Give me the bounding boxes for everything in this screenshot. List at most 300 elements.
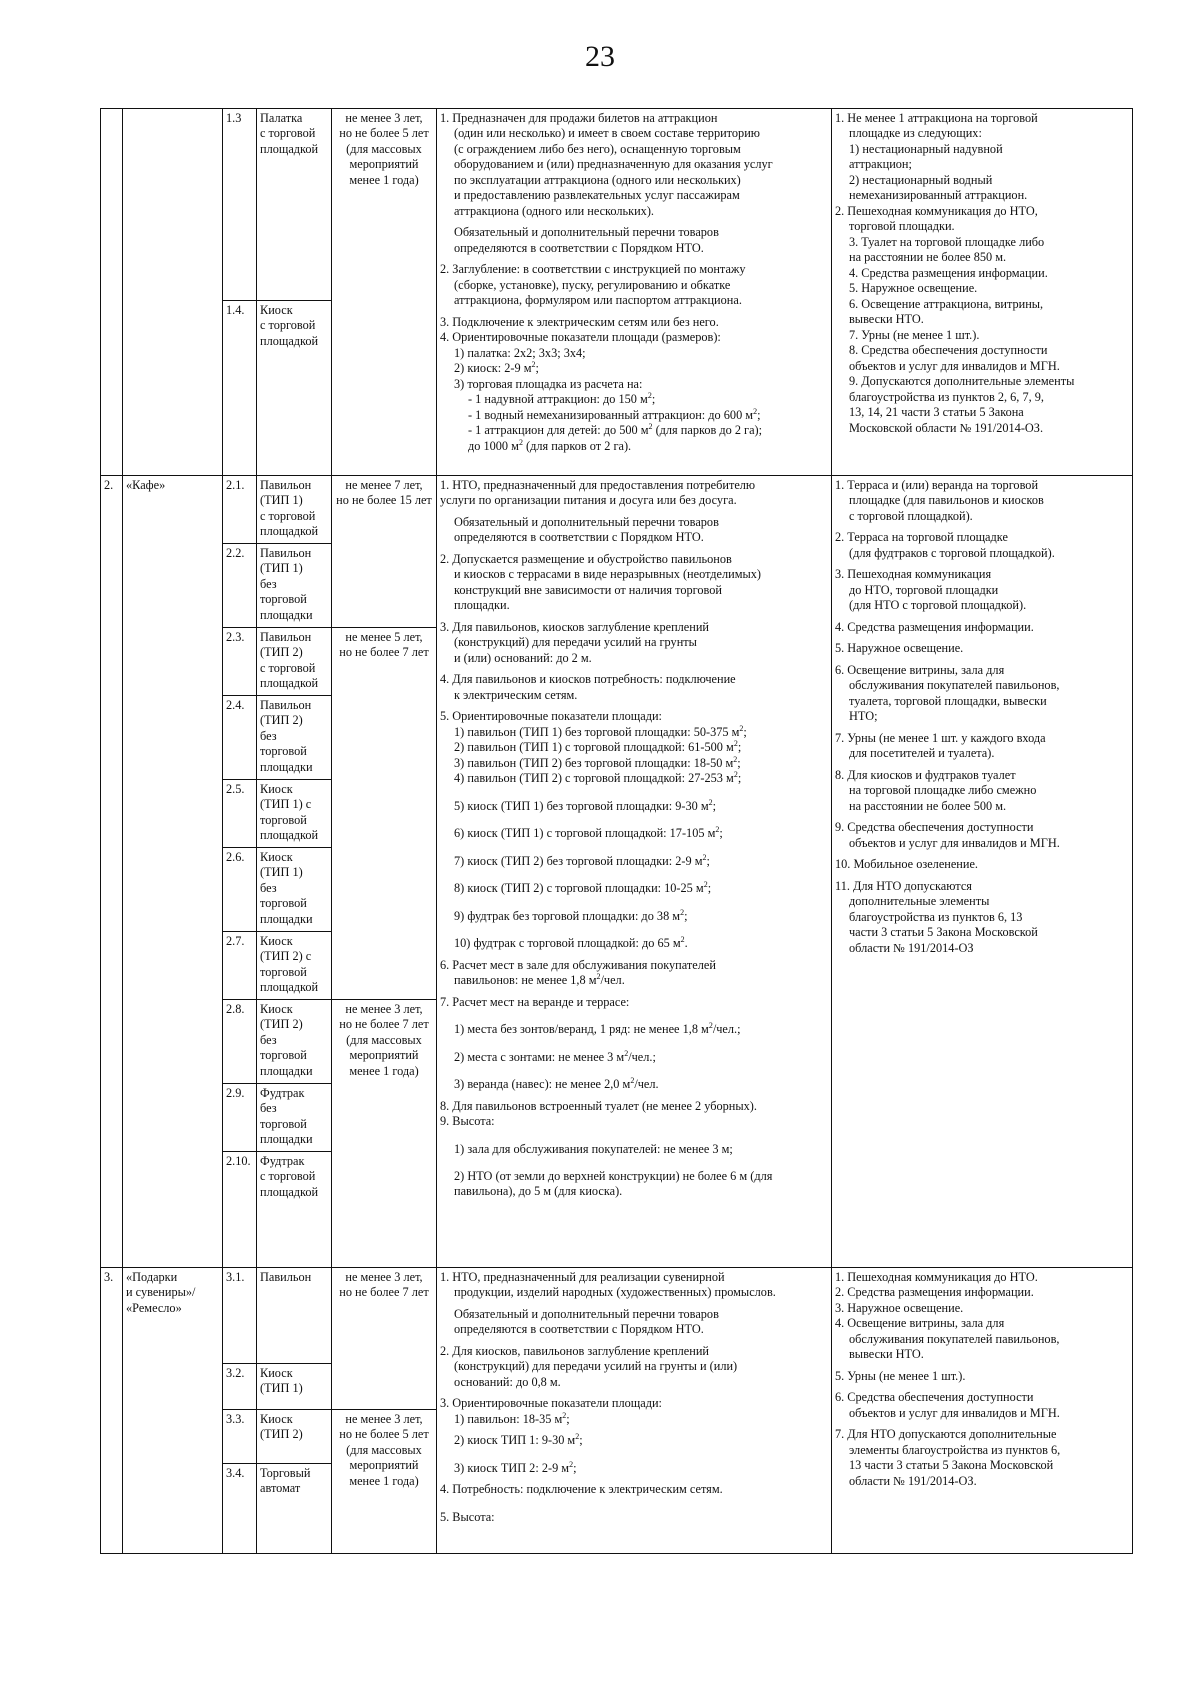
text-line: 1. НТО, предназначенный для предоставления потребителю bbox=[440, 478, 756, 492]
text-line: Обязательный и дополнительный перечни товаров bbox=[454, 225, 719, 240]
req-group bbox=[440, 478, 828, 509]
elem-group bbox=[835, 641, 1129, 656]
text-line: (конструкций) для передачи усилий на грунты bbox=[454, 635, 697, 650]
text-line: 13 части 3 статьи 5 Закона Московской bbox=[849, 1458, 1054, 1473]
text-line: вывески НТО. bbox=[849, 312, 924, 327]
text-line: 8. Средства обеспечения доступности bbox=[849, 343, 1048, 358]
text-line: торговой bbox=[260, 592, 307, 607]
elem-group bbox=[835, 1301, 1129, 1316]
text-line: 5. Урны (не менее 1 шт.). bbox=[835, 1368, 966, 1383]
req-group bbox=[440, 620, 828, 666]
text-line: 1. Пешеходная коммуникация до НТО. bbox=[835, 1270, 1038, 1284]
text-line: 2. Для киосков, павильонов заглубление креплений bbox=[440, 1343, 709, 1358]
text-line: 6. Расчет мест в зале для обслуживания покупателей bbox=[440, 957, 716, 972]
text-line: оснований: до 0,8 м. bbox=[454, 1374, 561, 1389]
text-line: НТО; bbox=[849, 709, 878, 724]
req-group bbox=[440, 958, 828, 989]
text-line: 3) киоск ТИП 2: 2-9 $м^2$; bbox=[454, 1459, 577, 1475]
elements-cell bbox=[832, 109, 1133, 476]
text-line: 2) места с зонтами: не менее 3 $м^2$/чел.; bbox=[454, 1048, 656, 1064]
text-line: не менее 3 лет, bbox=[345, 1002, 423, 1016]
req-group bbox=[440, 1396, 828, 1411]
subtype-name bbox=[257, 780, 332, 848]
subtype-name bbox=[257, 628, 332, 696]
text-line: площадкой bbox=[260, 828, 319, 843]
text-line: Киоск bbox=[260, 303, 293, 317]
elements-cell bbox=[832, 1268, 1133, 1554]
text-line: 6. Освещение аттракциона, витрины, bbox=[849, 296, 1044, 311]
subtype-name bbox=[257, 1084, 332, 1152]
text-line: определяются в соответствии с Порядком НТО. bbox=[454, 1322, 704, 1337]
text-line: 1. НТО, предназначенный для реализации сувенирной bbox=[440, 1270, 725, 1284]
text-line: аттракциона (одного или нескольких). bbox=[454, 203, 655, 218]
text-line: 1) палатка: 2х2; 3х3; 3х4; bbox=[454, 345, 586, 360]
elem-group bbox=[835, 1270, 1129, 1285]
elem-group bbox=[835, 879, 1129, 956]
req-group bbox=[440, 881, 828, 896]
text-line: (один или несколько) и имеет в своем составе территорию bbox=[454, 126, 760, 141]
text-line: торговой bbox=[260, 812, 307, 827]
term-cell bbox=[332, 628, 437, 1000]
elem-group bbox=[835, 530, 1129, 561]
text-line: площадки bbox=[260, 759, 313, 774]
text-line: 2) НТО (от земли до верхней конструкции) не более 6 м (для bbox=[454, 1168, 773, 1183]
text-line: 11. Для НТО допускаются bbox=[835, 878, 972, 893]
req-group bbox=[440, 1344, 828, 1390]
text-line: площадки bbox=[260, 911, 313, 926]
text-line: 2. Средства размещения информации. bbox=[835, 1285, 1034, 1300]
text-line: площадкой bbox=[260, 980, 319, 995]
elem-group bbox=[835, 1316, 1129, 1362]
text-line: Павильон bbox=[260, 630, 312, 644]
text-line: аттракцион; bbox=[849, 157, 912, 172]
text-line: (ТИП 1) bbox=[260, 493, 303, 508]
text-line: благоустройства из пунктов 6, 13 bbox=[849, 909, 1023, 924]
text-line: 4) павильон (ТИП 2) с торговой площадкой: 27-253 $м^2$; bbox=[454, 770, 742, 786]
text-line: 2) павильон (ТИП 1) с торговой площадкой: 61-500 $м^2$; bbox=[454, 739, 742, 755]
text-line: Фудтрак bbox=[260, 1086, 305, 1100]
text-line: (конструкций) для передачи усилий на грунты и (или) bbox=[454, 1359, 738, 1374]
text-line: павильонов: не менее 1,8 $м^2$/чел. bbox=[454, 972, 625, 988]
subtype-name bbox=[257, 476, 332, 544]
cell-no bbox=[101, 109, 123, 476]
text-line: площадки. bbox=[454, 598, 510, 613]
req-group bbox=[440, 262, 828, 308]
req-group bbox=[440, 111, 828, 219]
text-line: автомат bbox=[260, 1481, 301, 1496]
req-group bbox=[440, 1169, 828, 1200]
text-line: (ТИП 1) bbox=[260, 1381, 303, 1396]
text-line: торговой bbox=[260, 1048, 307, 1063]
req-group bbox=[440, 1077, 828, 1092]
text-line: - 1 водный немеханизированный аттракцион: до 600 $м^2$; bbox=[468, 406, 761, 422]
text-line: 1. Предназначен для продажи билетов на аттракцион bbox=[440, 111, 718, 125]
subtype-code: 2.2. bbox=[223, 544, 257, 628]
text-line: аттракциона, формуляром или паспортом аттракциона. bbox=[454, 293, 742, 308]
text-line: на расстоянии не более 850 м. bbox=[849, 250, 1007, 265]
text-line: мероприятий bbox=[349, 157, 419, 172]
elem-group bbox=[835, 204, 1129, 436]
text-line: 9. Средства обеспечения доступности bbox=[835, 820, 1034, 835]
text-line: (для НТО с торговой площадкой). bbox=[849, 598, 1027, 613]
text-line: и (или) оснований: до 2 м. bbox=[454, 650, 592, 665]
text-line: (с ограждением либо без него), оснащенную торговым bbox=[454, 141, 741, 156]
text-line: и предоставлению развлекательных услуг пассажирам bbox=[454, 188, 740, 203]
subtype-code: 1.3 bbox=[223, 109, 257, 301]
text-line: 3. Подключение к электрическим сетям или без него. bbox=[440, 314, 719, 329]
elem-group bbox=[835, 820, 1129, 851]
text-line: без bbox=[260, 1032, 277, 1047]
cell-type bbox=[123, 109, 223, 476]
text-line: по эксплуатации аттракциона (одного или нескольких) bbox=[454, 172, 741, 187]
term-cell bbox=[332, 1268, 437, 1410]
text-line: 3) павильон (ТИП 2) без торговой площадки: 18-50 $м^2$; bbox=[454, 754, 741, 770]
text-line: для посетителей и туалета). bbox=[849, 746, 995, 761]
text-line: но не более 5 лет bbox=[339, 1427, 429, 1442]
text-line: обслуживания покупателей павильонов, bbox=[849, 1331, 1060, 1346]
text-line: 8. Для павильонов встроенный туалет (не менее 2 уборных). bbox=[440, 1098, 757, 1113]
text-line: без bbox=[260, 576, 277, 591]
text-line: 2. Допускается размещение и обустройство павильонов bbox=[440, 551, 732, 566]
text-line: (для массовых bbox=[346, 1032, 422, 1047]
text-line: менее 1 года) bbox=[349, 1063, 419, 1078]
req-group bbox=[440, 515, 828, 546]
text-line: 1) павильон (ТИП 1) без торговой площадки: 50-375 $м^2$; bbox=[454, 723, 747, 739]
text-line: 5. Высота: bbox=[440, 1509, 495, 1524]
req-group bbox=[440, 1050, 828, 1065]
text-line: 1. Терраса и (или) веранда на торговой bbox=[835, 478, 1039, 492]
text-line: обслуживания покупателей павильонов, bbox=[849, 678, 1060, 693]
text-line: на расстоянии не более 500 м. bbox=[849, 798, 1007, 813]
text-line: объектов и услуг для инвалидов и МГН. bbox=[849, 835, 1060, 850]
text-line: площадки bbox=[260, 607, 313, 622]
subtype-code: 3.4. bbox=[223, 1464, 257, 1554]
text-line: 5. Наружное освещение. bbox=[835, 641, 964, 656]
subtype-name bbox=[257, 848, 332, 932]
subtype-name bbox=[257, 301, 332, 476]
text-line: площадкой bbox=[260, 333, 319, 348]
text-line: но не более 7 лет bbox=[339, 1285, 429, 1300]
text-line: 7. Расчет мест на веранде и террасе: bbox=[440, 994, 630, 1009]
table-row bbox=[101, 476, 1133, 544]
text-line: Палатка bbox=[260, 111, 303, 125]
text-line: 4. Для павильонов и киосков потребность: подключение bbox=[440, 672, 736, 687]
subtype-name bbox=[257, 1152, 332, 1268]
subtype-name bbox=[257, 932, 332, 1000]
text-line: с торговой bbox=[260, 126, 316, 141]
elem-group bbox=[835, 731, 1129, 762]
subtype-code: 3.3. bbox=[223, 1410, 257, 1464]
text-line: не менее 3 лет, bbox=[345, 111, 423, 125]
text-line: павильона), до 5 м (для киоска). bbox=[454, 1184, 623, 1199]
subtype-code: 2.5. bbox=[223, 780, 257, 848]
text-line: Киоск bbox=[260, 1002, 293, 1016]
text-line: 7) киоск (ТИП 2) без торговой площадки: 2-9 $м^2$; bbox=[454, 852, 710, 868]
req-group bbox=[440, 1022, 828, 1037]
text-line: (для фудтраков с торговой площадкой). bbox=[849, 545, 1055, 560]
req-group bbox=[440, 725, 828, 787]
elem-group bbox=[835, 111, 1129, 204]
elements-cell bbox=[832, 476, 1133, 1268]
text-line: 1) нестационарный надувной bbox=[849, 141, 1003, 156]
text-line: Фудтрак bbox=[260, 1154, 305, 1168]
req-group bbox=[440, 936, 828, 951]
text-line: 9. Допускаются дополнительные элементы bbox=[849, 374, 1075, 389]
text-line: «Ремесло» bbox=[126, 1300, 182, 1315]
text-line: 5. Наружное освещение. bbox=[849, 281, 978, 296]
text-line: (ТИП 2) bbox=[260, 713, 303, 728]
subtype-code: 2.4. bbox=[223, 696, 257, 780]
text-line: туалета, торговой площадки, вывески bbox=[849, 693, 1047, 708]
subtype-code: 2.8. bbox=[223, 1000, 257, 1084]
text-line: площадки bbox=[260, 1132, 313, 1147]
text-line: 6. Освещение витрины, зала для bbox=[835, 662, 1005, 677]
text-line: (для массовых bbox=[346, 1442, 422, 1457]
object-type bbox=[123, 1268, 223, 1554]
subtype-code: 2.6. bbox=[223, 848, 257, 932]
text-line: но не более 5 лет bbox=[339, 126, 429, 141]
text-line: площадкой bbox=[260, 524, 319, 539]
text-line: определяются в соответствии с Порядком НТО. bbox=[454, 530, 704, 545]
req-group bbox=[440, 439, 828, 454]
text-line: торговой bbox=[260, 896, 307, 911]
subtype-name bbox=[257, 1268, 332, 1364]
elem-group bbox=[835, 620, 1129, 635]
req-group bbox=[440, 1412, 828, 1427]
text-line: - 1 аттракцион для детей: до 500 $м^2$ (для парков до 2 га); bbox=[468, 422, 763, 438]
text-line: 3. Для павильонов, киосков заглубление креплений bbox=[440, 619, 709, 634]
text-line: 8) киоск (ТИП 2) с торговой площадки: 10-25 $м^2$; bbox=[454, 880, 712, 896]
text-line: 3. Ориентировочные показатели площади: bbox=[440, 1396, 662, 1411]
elem-group bbox=[835, 478, 1129, 524]
text-line: торговой bbox=[260, 964, 307, 979]
text-line: Киоск bbox=[260, 850, 293, 864]
text-line: площадке (для павильонов и киосков bbox=[849, 493, 1044, 508]
text-line: но не более 7 лет bbox=[339, 1017, 429, 1032]
text-line: (ТИП 1) с bbox=[260, 797, 312, 812]
req-group bbox=[440, 1099, 828, 1130]
subtype-code: 2.9. bbox=[223, 1084, 257, 1152]
text-line: - 1 надувной аттракцион: до 150 $м^2$; bbox=[468, 391, 656, 407]
text-line: «Подарки bbox=[126, 1270, 178, 1284]
subtype-name bbox=[257, 1410, 332, 1464]
elem-group bbox=[835, 857, 1129, 872]
req-group bbox=[440, 1433, 828, 1448]
text-line: без bbox=[260, 1101, 277, 1116]
text-line: мероприятий bbox=[349, 1048, 419, 1063]
req-group bbox=[440, 552, 828, 614]
text-line: 3. Пешеходная коммуникация bbox=[835, 567, 992, 582]
text-line: Киоск bbox=[260, 1366, 293, 1380]
text-line: 1) павильон: 18-35 $м^2$; bbox=[454, 1410, 570, 1426]
req-group bbox=[440, 315, 828, 346]
subtype-name bbox=[257, 544, 332, 628]
requirements-cell bbox=[437, 1268, 832, 1554]
text-line: 4. Потребность: подключение к электрическим сетям. bbox=[440, 1482, 723, 1497]
text-line: 4. Средства размещения информации. bbox=[849, 265, 1048, 280]
text-line: вывески НТО. bbox=[849, 1347, 924, 1362]
text-line: 9) фудтрак без торговой площадки: до 38 $м^2$; bbox=[454, 907, 688, 923]
text-line: площадкой bbox=[260, 1184, 319, 1199]
subtype-code: 3.2. bbox=[223, 1364, 257, 1410]
text-line: (ТИП 1) bbox=[260, 865, 303, 880]
text-line: без bbox=[260, 880, 277, 895]
text-line: (ТИП 2) bbox=[260, 645, 303, 660]
text-line: мероприятий bbox=[349, 1458, 419, 1473]
text-line: 1) места без зонтов/веранд, 1 ряд: не менее 1,8 $м^2$/чел.; bbox=[454, 1020, 741, 1037]
text-line: до 1000 $м^2$ (для парков от 2 га). bbox=[468, 437, 632, 453]
row-number: 2. bbox=[101, 476, 123, 1268]
text-line: 3. Наружное освещение. bbox=[835, 1300, 964, 1315]
text-line: с торговой bbox=[260, 1169, 316, 1184]
text-line: на торговой площадке либо смежно bbox=[849, 783, 1037, 798]
text-line: 7. Для НТО допускаются дополнительные bbox=[835, 1427, 1057, 1442]
table-row bbox=[101, 109, 1133, 301]
text-line: 10. Мобильное озеленение. bbox=[835, 857, 979, 872]
text-line: благоустройства из пунктов 2, 6, 7, 9, bbox=[849, 389, 1044, 404]
text-line: конструкций вне зависимости от наличия торговой bbox=[454, 582, 723, 597]
text-line: объектов и услуг для инвалидов и МГН. bbox=[849, 1405, 1060, 1420]
text-line: 5. Ориентировочные показатели площади: bbox=[440, 709, 662, 724]
text-line: 4. Средства размещения информации. bbox=[835, 619, 1034, 634]
requirements-cell bbox=[437, 476, 832, 1268]
req-group bbox=[440, 799, 828, 814]
text-line: не менее 5 лет, bbox=[345, 630, 423, 644]
text-line: 2) киоск: 2-9 $м^2$; bbox=[454, 360, 539, 376]
text-line: немеханизированный аттракцион. bbox=[849, 188, 1028, 203]
text-line: без bbox=[260, 728, 277, 743]
text-line: (ТИП 1) bbox=[260, 561, 303, 576]
text-line: продукции, изделий народных (художественных) промыслов. bbox=[454, 1285, 776, 1300]
text-line: 6. Средства обеспечения доступности bbox=[835, 1390, 1034, 1405]
text-line: области № 191/2014-ОЗ bbox=[849, 940, 974, 955]
text-line: 1. Не менее 1 аттракциона на торговой bbox=[835, 111, 1038, 125]
text-line: элементы благоустройства из пунктов 6, bbox=[849, 1442, 1061, 1457]
subtype-code: 2.7. bbox=[223, 932, 257, 1000]
text-line: Обязательный и дополнительный перечни товаров bbox=[454, 514, 719, 529]
subtype-code: 2.3. bbox=[223, 628, 257, 696]
subtype-code: 2.10. bbox=[223, 1152, 257, 1268]
elem-group bbox=[835, 663, 1129, 725]
page-number: 23 bbox=[585, 40, 615, 73]
text-line: 1) зала для обслуживания покупателей: не менее 3 м; bbox=[454, 1141, 733, 1156]
text-line: с торговой bbox=[260, 508, 316, 523]
text-line: (ТИП 2) bbox=[260, 1017, 303, 1032]
text-line: 4. Освещение витрины, зала для bbox=[835, 1316, 1005, 1331]
text-line: (для массовых bbox=[346, 141, 422, 156]
subtype-name bbox=[257, 1000, 332, 1084]
table-row bbox=[101, 1268, 1133, 1364]
text-line: 6) киоск (ТИП 1) с торговой площадкой: 17-105 $м^2$; bbox=[454, 825, 723, 841]
text-line: площадкой bbox=[260, 141, 319, 156]
req-group bbox=[440, 709, 828, 724]
req-group bbox=[440, 1307, 828, 1338]
text-line: Московской области № 191/2014-ОЗ. bbox=[849, 420, 1044, 435]
text-line: 7. Урны (не менее 1 шт. у каждого входа bbox=[835, 730, 1046, 745]
req-group bbox=[440, 672, 828, 703]
req-group bbox=[440, 225, 828, 256]
text-line: Обязательный и дополнительный перечни товаров bbox=[454, 1306, 719, 1321]
elem-group bbox=[835, 1427, 1129, 1489]
text-line: до НТО, торговой площадки bbox=[849, 582, 999, 597]
text-line: торговой bbox=[260, 744, 307, 759]
text-line: площадки bbox=[260, 1063, 313, 1078]
text-line: Павильон bbox=[260, 546, 312, 560]
text-line: Киоск bbox=[260, 1412, 293, 1426]
text-line: 3) торговая площадка из расчета на: bbox=[454, 376, 643, 391]
req-group bbox=[440, 1270, 828, 1301]
term-cell bbox=[332, 1410, 437, 1554]
text-line: 3) веранда (навес): не менее 2,0 $м^2$/чел. bbox=[454, 1075, 659, 1092]
text-line: Киоск bbox=[260, 934, 293, 948]
object-type: «Кафе» bbox=[123, 476, 223, 1268]
text-line: 3. Туалет на торговой площадке либо bbox=[849, 234, 1045, 249]
text-line: и киосков с террасами в виде неразрывных (неотделимых) bbox=[454, 567, 762, 582]
subtype-name bbox=[257, 1464, 332, 1554]
text-line: услуги по организации питания и досуга или без досуга. bbox=[440, 493, 737, 508]
text-line: (сборке, установке), пуску, регулированию и обкатке bbox=[454, 277, 731, 292]
req-group bbox=[440, 854, 828, 869]
text-line: 2) киоск ТИП 1: 9-30 $м^2$; bbox=[454, 1432, 583, 1448]
req-group bbox=[440, 346, 828, 392]
elem-group bbox=[835, 1285, 1129, 1300]
elem-group bbox=[835, 1369, 1129, 1384]
elem-group bbox=[835, 768, 1129, 814]
req-group bbox=[440, 909, 828, 924]
text-line: Торговый bbox=[260, 1466, 311, 1480]
text-line: Павильон bbox=[260, 1270, 312, 1284]
req-group bbox=[440, 826, 828, 841]
term-cell bbox=[332, 476, 437, 628]
subtype-name bbox=[257, 1364, 332, 1410]
subtype-code: 2.1. bbox=[223, 476, 257, 544]
subtype-name bbox=[257, 696, 332, 780]
row-number: 3. bbox=[101, 1268, 123, 1554]
text-line: (ТИП 2) bbox=[260, 1427, 303, 1442]
text-line: 13, 14, 21 части 3 статьи 5 Закона bbox=[849, 405, 1024, 420]
text-line: торговой площадки. bbox=[849, 219, 955, 234]
text-line: 2) нестационарный водный bbox=[849, 172, 993, 187]
req-group bbox=[440, 392, 828, 438]
text-line: не менее 3 лет, bbox=[345, 1412, 423, 1426]
text-line: площадкой bbox=[260, 676, 319, 691]
text-line: 8. Для киосков и фудтраков туалет bbox=[835, 767, 1016, 782]
requirements-table bbox=[100, 108, 1133, 1554]
subtype-code: 3.1. bbox=[223, 1268, 257, 1364]
req-group bbox=[440, 995, 828, 1010]
text-line: 7. Урны (не менее 1 шт.). bbox=[849, 327, 980, 342]
req-group bbox=[440, 1482, 828, 1497]
req-group bbox=[440, 1461, 828, 1476]
text-line: 4. Ориентировочные показатели площади (размеров): bbox=[440, 330, 721, 345]
text-line: Павильон bbox=[260, 478, 312, 492]
text-line: дополнительные элементы bbox=[849, 894, 990, 909]
text-line: оборудованием и (или) предназначенную для оказания услуг bbox=[454, 157, 773, 172]
text-line: торговой bbox=[260, 1116, 307, 1131]
text-line: 2. Пешеходная коммуникация до НТО, bbox=[835, 203, 1038, 218]
text-line: менее 1 года) bbox=[349, 1473, 419, 1488]
text-line: 9. Высота: bbox=[440, 1114, 495, 1129]
text-line: 2. Терраса на торговой площадке bbox=[835, 530, 1008, 545]
text-line: с торговой bbox=[260, 660, 316, 675]
text-line: с торговой bbox=[260, 318, 316, 333]
term-cell bbox=[332, 1000, 437, 1268]
text-line: части 3 статьи 5 Закона Московской bbox=[849, 925, 1038, 940]
text-line: не менее 7 лет, bbox=[345, 478, 423, 492]
text-line: с торговой площадкой). bbox=[849, 508, 973, 523]
text-line: к электрическим сетям. bbox=[454, 687, 578, 702]
text-line: 2. Заглубление: в соответствии с инструкцией по монтажу bbox=[440, 262, 746, 277]
